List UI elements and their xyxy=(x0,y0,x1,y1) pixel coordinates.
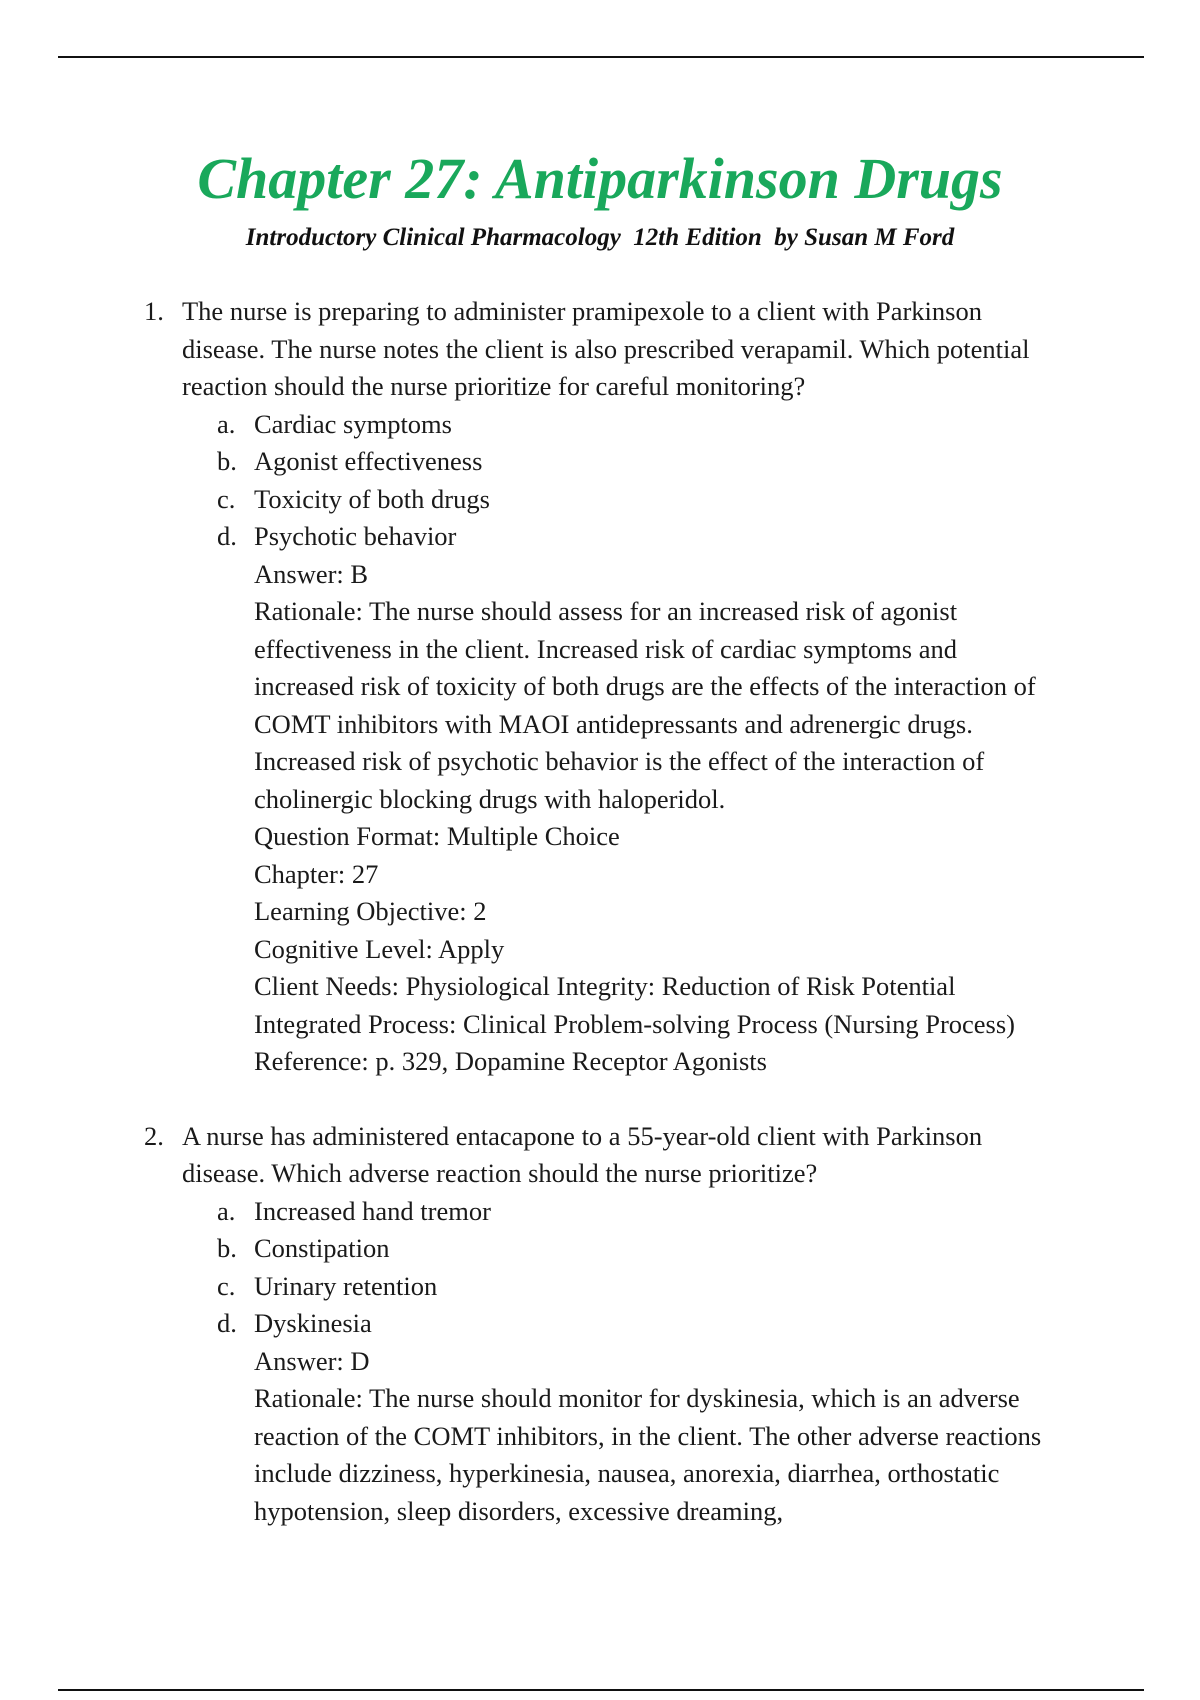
answer-details xyxy=(254,556,1054,1081)
option-b xyxy=(217,1230,1062,1268)
answer: Answer: B xyxy=(254,558,369,589)
question-list xyxy=(0,293,1200,1530)
option-letter: d. xyxy=(217,521,237,551)
option-c xyxy=(217,481,1062,519)
option-c xyxy=(217,1268,1062,1306)
option-text: Psychotic behavior xyxy=(254,521,457,551)
top-rule xyxy=(58,56,1144,58)
rationale: Rationale: The nurse should assess for an increased risk of agonist effectiveness in the client. Increased risk of cardiac symptoms and increased risk of toxicity of both drugs are the effects of the interaction of COMT inhibitors with MAOI antidepressants and adrenergic drugs. Increased risk of psychotic behavior is the effect of the interaction of cholinergic blocking drugs with haloperidol. xyxy=(254,596,1036,814)
integrated-process-reference: Integrated Process: Clinical Problem-solving Process (Nursing Process) Reference: p. 329, Dopamine Receptor Agonists xyxy=(254,1008,1016,1076)
option-letter: c. xyxy=(217,1270,236,1301)
answer: Answer: D xyxy=(254,1345,370,1376)
option-letter: c. xyxy=(217,483,236,514)
option-b xyxy=(217,443,1062,481)
option-text: Increased hand tremor xyxy=(254,1195,491,1226)
option-letter: b. xyxy=(217,1233,237,1263)
question-text: The nurse is preparing to administer pramipexole to a client with Parkinson disease. The nurse notes the client is also prescribed verapamil. Which potential reaction should the nurse prioritize for careful monitoring? xyxy=(182,296,1030,401)
answer-details xyxy=(254,1343,1054,1531)
option-letter: d. xyxy=(217,1308,237,1338)
question-number: 1. xyxy=(144,296,164,326)
bottom-rule xyxy=(58,1689,1144,1691)
cognitive-level: Cognitive Level: Apply xyxy=(254,933,505,964)
option-d xyxy=(217,518,1062,556)
option-a xyxy=(217,406,1062,444)
option-a xyxy=(217,1193,1062,1231)
question-2 xyxy=(144,1118,1062,1531)
question-format: Question Format: Multiple Choice xyxy=(254,821,620,851)
option-text: Cardiac symptoms xyxy=(254,408,452,439)
client-needs: Client Needs: Physiological Integrity: Reduction of Risk Potential xyxy=(254,971,956,1001)
learning-objective: Learning Objective: 2 xyxy=(254,896,487,926)
option-letter: b. xyxy=(217,446,237,476)
option-d xyxy=(217,1305,1062,1343)
question-text: A nurse has administered entacapone to a 55-year-old client with Parkinson disease. Which adverse reaction should the nurse prioritize? xyxy=(182,1120,983,1188)
option-text: Agonist effectiveness xyxy=(254,446,483,476)
page-title: Chapter 27: Antiparkinson Drugs xyxy=(197,146,1003,211)
option-list xyxy=(182,1193,1062,1343)
option-letter: a. xyxy=(217,408,236,439)
option-list xyxy=(182,406,1062,556)
option-letter: a. xyxy=(217,1195,236,1226)
option-text: Dyskinesia xyxy=(254,1308,372,1338)
question-number: 2. xyxy=(144,1120,164,1151)
chapter: Chapter: 27 xyxy=(254,858,379,889)
page-subtitle: Introductory Clinical Pharmacology 12th Edition by Susan M Ford xyxy=(245,224,955,251)
option-text: Urinary retention xyxy=(254,1270,438,1301)
question-1 xyxy=(144,293,1062,1081)
option-text: Constipation xyxy=(254,1233,390,1263)
rationale: Rationale: The nurse should monitor for dyskinesia, which is an adverse reaction of the COMT inhibitors, in the client. The other adverse reactions include dizziness, hyperkinesia, nausea, anorexia, diarrhea, orthostatic hypotension, sleep disorders, excessive dreaming, xyxy=(254,1383,1042,1526)
option-text: Toxicity of both drugs xyxy=(254,483,490,514)
